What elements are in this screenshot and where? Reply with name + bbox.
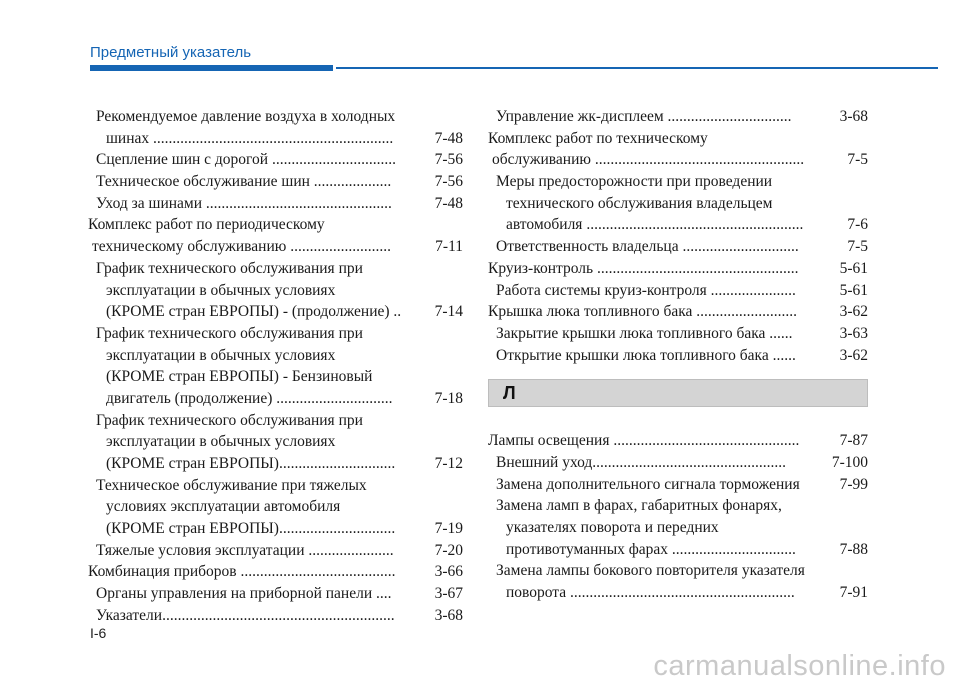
index-entry <box>488 301 868 323</box>
index-entry <box>88 236 463 258</box>
index-entry-page: 7-91 <box>840 582 868 604</box>
index-entry <box>88 193 463 215</box>
right-index-top <box>488 106 868 366</box>
index-entry <box>488 430 868 452</box>
index-entry-page: 7-11 <box>435 236 463 258</box>
index-entry-text: Уход за шинами ................................................ <box>96 194 392 212</box>
index-entry-page: 3-67 <box>435 583 463 605</box>
header-bar-thick <box>90 65 333 71</box>
index-entry <box>488 560 868 582</box>
index-entry-page: 7-56 <box>435 149 463 171</box>
index-entry <box>88 301 463 323</box>
index-entry-page: 7-6 <box>847 214 868 236</box>
index-entry-text: Внешний уход.................................................. <box>496 453 787 471</box>
index-entry-text: Открытие крышки люка топливного бака ...... <box>496 346 796 364</box>
index-entry <box>88 149 463 171</box>
index-entry-text: противотуманных фарах ................................ <box>506 540 796 558</box>
index-entry-text: (КРОМЕ стран ЕВРОПЫ).............................. <box>106 520 396 538</box>
index-entry-text: шинах .............................................................. <box>106 129 394 147</box>
index-entry <box>488 171 868 193</box>
index-entry-text: Тяжелые условия эксплуатации ...................... <box>96 541 394 559</box>
index-entry-text: Указатели............................................................ <box>96 606 395 624</box>
index-entry <box>488 517 868 539</box>
index-entry-text: Техническое обслуживание шин .................... <box>96 173 392 191</box>
index-entry <box>488 280 868 302</box>
index-entry <box>88 496 463 518</box>
index-entry-text: поворота .......................................................... <box>506 584 795 602</box>
index-entry-text: Органы управления на приборной панели .... <box>96 585 392 603</box>
index-entry-text: Замена лампы бокового повторителя указателя <box>496 562 805 580</box>
index-entry-text: Комбинация приборов ........................................ <box>88 563 396 581</box>
index-entry-text: Комплекс работ по периодическому <box>88 216 325 234</box>
index-entry-text: Ответственность владельца .............................. <box>496 238 799 256</box>
index-entry-page: 7-99 <box>840 474 868 496</box>
header-title: Предметный указатель <box>90 44 252 61</box>
index-entry-page: 7-5 <box>847 149 868 171</box>
index-entry-text: График технического обслуживания при <box>96 259 363 277</box>
index-entry <box>88 280 463 302</box>
header-bar-thin <box>336 67 938 69</box>
index-entry <box>88 518 463 540</box>
index-entry-text: эксплуатации в обычных условиях <box>106 281 336 299</box>
index-entry-page: 7-20 <box>435 540 463 562</box>
index-entry-text: (КРОМЕ стран ЕВРОПЫ).............................. <box>106 455 396 472</box>
index-entry-text: двигатель (продолжение) .............................. <box>106 389 393 407</box>
index-entry <box>88 345 463 367</box>
index-entry-text: Рекомендуемое давление воздуха в холодных <box>96 108 396 125</box>
index-entry <box>88 106 463 128</box>
index-entry-text: автомобиля ........................................................ <box>506 216 804 234</box>
index-entry <box>88 475 463 497</box>
index-entry-text: (КРОМЕ стран ЕВРОПЫ) - Бензиновый <box>106 368 373 386</box>
index-entry-page: 5-61 <box>840 280 868 302</box>
index-entry-text: обслуживанию ...................................................... <box>492 151 805 169</box>
index-entry-page: 3-62 <box>840 301 868 323</box>
index-entry-text: Закрытие крышки люка топливного бака ...... <box>496 324 793 342</box>
index-entry <box>88 453 463 475</box>
index-entry-text: технического обслуживания владельцем <box>506 194 773 212</box>
watermark: carmanualsonline.info <box>653 650 946 682</box>
index-entry-page: 3-68 <box>840 106 868 128</box>
index-entry <box>488 539 868 561</box>
index-entry <box>488 323 868 345</box>
index-entry-page: 7-19 <box>435 518 463 540</box>
index-entry <box>488 193 868 215</box>
index-entry <box>88 171 463 193</box>
index-entry-text: Круиз-контроль .................................................... <box>488 259 799 277</box>
right-index-column <box>488 106 868 604</box>
index-entry-text: указателях поворота и передних <box>506 519 719 536</box>
index-entry-page: 7-100 <box>832 452 868 474</box>
index-entry-text: Техническое обслуживание при тяжелых <box>96 476 367 494</box>
index-entry <box>88 388 463 410</box>
index-entry-page: 7-87 <box>840 430 868 452</box>
left-index-column <box>88 106 463 627</box>
index-entry-page: 7-18 <box>435 388 463 410</box>
index-entry-page: 7-56 <box>435 171 463 193</box>
index-entry <box>488 582 868 604</box>
index-entry <box>88 561 463 583</box>
index-entry-text: График технического обслуживания при <box>96 411 363 429</box>
index-entry <box>488 106 868 128</box>
index-entry <box>88 323 463 345</box>
index-entry-page: 7-5 <box>847 236 868 258</box>
right-index-bottom <box>488 430 868 604</box>
index-entry <box>488 258 868 280</box>
index-entry-text: Лампы освещения ................................................ <box>488 432 800 450</box>
index-entry <box>488 452 868 474</box>
index-entry <box>88 128 463 150</box>
index-entry-page: 3-66 <box>435 561 463 583</box>
index-entry-page: 7-88 <box>840 539 868 561</box>
index-entry-text: График технического обслуживания при <box>96 324 363 342</box>
index-entry-text: Комплекс работ по техническому <box>488 129 708 147</box>
index-entry-page: 7-12 <box>435 453 463 475</box>
index-entry-page: 3-68 <box>435 605 463 627</box>
index-entry <box>488 149 868 171</box>
index-entry-text: Сцепление шин с дорогой ................................ <box>96 151 396 169</box>
index-entry-page: 5-61 <box>840 258 868 280</box>
index-entry-text: Крышка люка топливного бака .......................... <box>488 303 798 321</box>
page-number: I-6 <box>90 625 107 641</box>
index-entry-page: 3-62 <box>840 345 868 367</box>
index-entry <box>88 366 463 388</box>
index-entry-text: Замена дополнительного сигнала торможения <box>496 475 800 493</box>
index-entry <box>88 410 463 432</box>
section-letter: Л <box>503 382 516 403</box>
index-entry-page: 7-48 <box>435 193 463 215</box>
index-entry <box>488 495 868 517</box>
index-entry-text: Управление жк-дисплеем ................................ <box>496 108 792 125</box>
index-entry <box>88 540 463 562</box>
index-entry-text: Замена ламп в фарах, габаритных фонарях, <box>496 497 782 515</box>
index-entry-text: эксплуатации в обычных условиях <box>106 433 336 451</box>
index-entry-text: Работа системы круиз-контроля ...................... <box>496 281 796 299</box>
index-entry-text: (КРОМЕ стран ЕВРОПЫ) - (продолжение) .. <box>106 303 402 321</box>
index-entry <box>88 583 463 605</box>
index-entry <box>88 258 463 280</box>
index-entry <box>488 345 868 367</box>
index-entry <box>488 214 868 236</box>
index-entry <box>488 128 868 150</box>
index-entry <box>488 474 868 496</box>
index-entry-text: Меры предосторожности при проведении <box>496 173 773 191</box>
index-entry-text: условиях эксплуатации автомобиля <box>106 498 341 516</box>
index-entry-page: 3-63 <box>840 323 868 345</box>
index-entry <box>88 214 463 236</box>
index-entry <box>88 605 463 627</box>
index-entry-text: эксплуатации в обычных условиях <box>106 346 336 364</box>
index-entry <box>88 431 463 453</box>
index-entry-text: техническому обслуживанию .......................... <box>92 238 391 256</box>
index-entry-page: 7-14 <box>435 301 463 323</box>
index-entry-page: 7-48 <box>435 128 463 150</box>
section-header <box>488 379 868 407</box>
index-entry <box>488 236 868 258</box>
